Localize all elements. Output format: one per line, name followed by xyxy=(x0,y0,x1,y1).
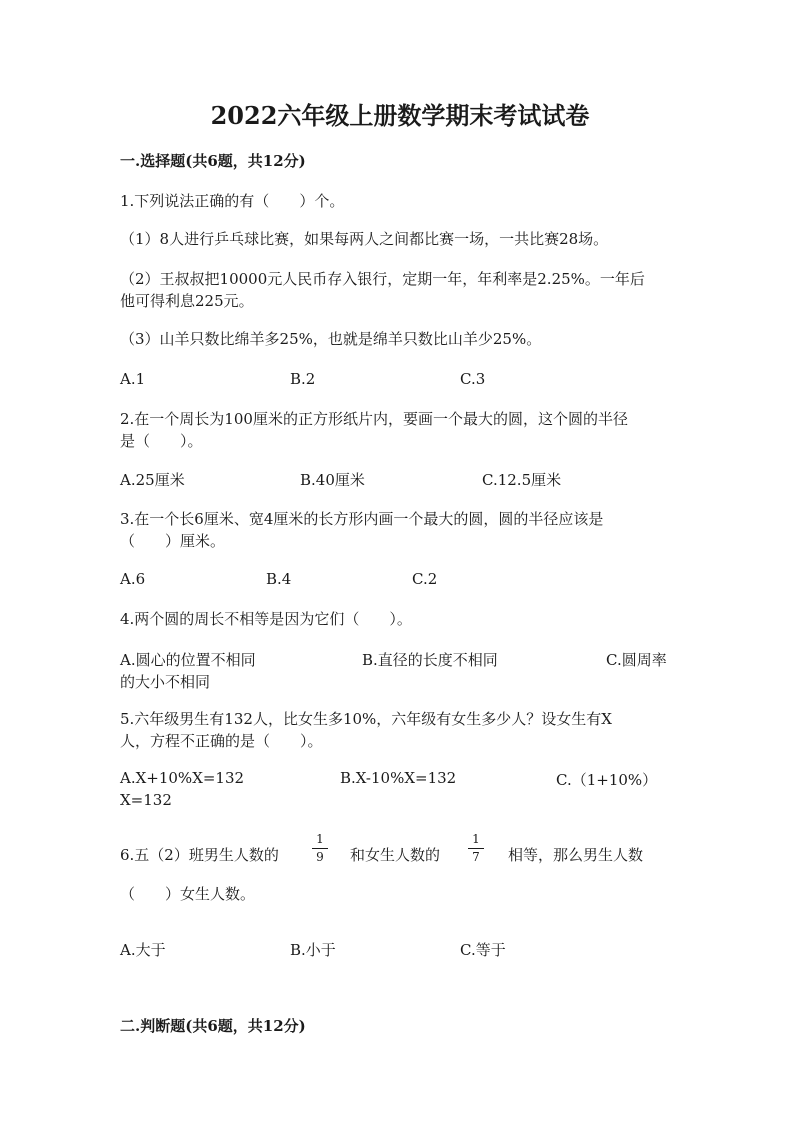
fraction-one-seventh xyxy=(468,832,484,864)
fraction-denominator: 7 xyxy=(472,850,480,864)
question-6-option-b: B.小于 xyxy=(290,941,336,959)
question-6-option-c: C.等于 xyxy=(460,941,506,959)
question-5-stem: 5.六年级男生有132人，比女生多10%，六年级有女生多少人？设女生有X xyxy=(120,710,612,728)
question-1-option-b: B.2 xyxy=(290,370,316,388)
question-1-statement-1: （1）8人进行乒乓球比赛，如果每两人之间都比赛一场，一共比赛28场。 xyxy=(120,230,609,248)
question-5-option-c-cont: X=132 xyxy=(120,791,172,809)
question-1-statement-3: （3）山羊只数比绵羊多25%，也就是绵羊只数比山羊少25%。 xyxy=(120,330,542,348)
fraction-bar xyxy=(468,848,484,849)
fraction-numerator: 1 xyxy=(472,832,480,846)
question-3-stem-cont: （ ）厘米。 xyxy=(120,532,226,550)
question-6-option-a: A.大于 xyxy=(120,941,166,959)
fraction-bar xyxy=(312,848,328,849)
question-5-option-c: C.（1+10%） xyxy=(556,771,658,789)
question-1-statement-2-cont: 他可得利息225元。 xyxy=(120,292,254,310)
fraction-denominator: 9 xyxy=(316,850,324,864)
question-4-option-c-cont: 的大小不相同 xyxy=(120,673,211,691)
question-1-statement-2: （2）王叔叔把10000元人民币存入银行，定期一年，年利率是2.25%。一年后 xyxy=(120,270,645,288)
question-2-stem-cont: 是（ ）。 xyxy=(120,432,203,450)
page-title: 2022六年级上册数学期末考试试卷 xyxy=(210,101,590,130)
question-6-stem-part-1: 6.五（2）班男生人数的 xyxy=(120,846,279,864)
section-heading-judgment: 二.判断题(共6题，共12分) xyxy=(120,1017,306,1035)
question-5-option-b: B.X-10%X=132 xyxy=(340,769,457,787)
question-3-option-a: A.6 xyxy=(120,570,146,588)
question-4-stem: 4.两个圆的周长不相等是因为它们（ ）。 xyxy=(120,610,412,628)
question-4-option-c: C.圆周率 xyxy=(606,651,667,669)
fraction-numerator: 1 xyxy=(316,832,324,846)
question-5-stem-cont: 人，方程不正确的是（ ）。 xyxy=(120,732,323,750)
question-2-option-c: C.12.5厘米 xyxy=(482,471,562,489)
question-6-stem-cont: （ ）女生人数。 xyxy=(120,885,256,903)
question-6-stem-part-3: 相等，那么男生人数 xyxy=(508,846,644,864)
fraction-one-ninth xyxy=(312,832,328,864)
question-2-option-a: A.25厘米 xyxy=(120,471,185,489)
question-2-option-b: B.40厘米 xyxy=(300,471,365,489)
question-3-stem: 3.在一个长6厘米、宽4厘米的长方形内画一个最大的圆，圆的半径应该是 xyxy=(120,510,604,528)
question-5-option-a: A.X+10%X=132 xyxy=(120,769,245,787)
question-4-option-a: A.圆心的位置不相同 xyxy=(120,651,256,669)
question-3-option-c: C.2 xyxy=(412,570,438,588)
question-2-stem: 2.在一个周长为100厘米的正方形纸片内，要画一个最大的圆，这个圆的半径 xyxy=(120,410,628,428)
section-heading-choice: 一.选择题(共6题，共12分) xyxy=(120,152,306,170)
question-6-stem-part-2: 和女生人数的 xyxy=(350,846,441,864)
question-1-option-a: A.1 xyxy=(120,370,146,388)
question-4-option-b: B.直径的长度不相同 xyxy=(362,651,498,669)
question-3-option-b: B.4 xyxy=(266,570,292,588)
question-1-stem: 1.下列说法正确的有（ ）个。 xyxy=(120,192,345,210)
question-1-option-c: C.3 xyxy=(460,370,486,388)
